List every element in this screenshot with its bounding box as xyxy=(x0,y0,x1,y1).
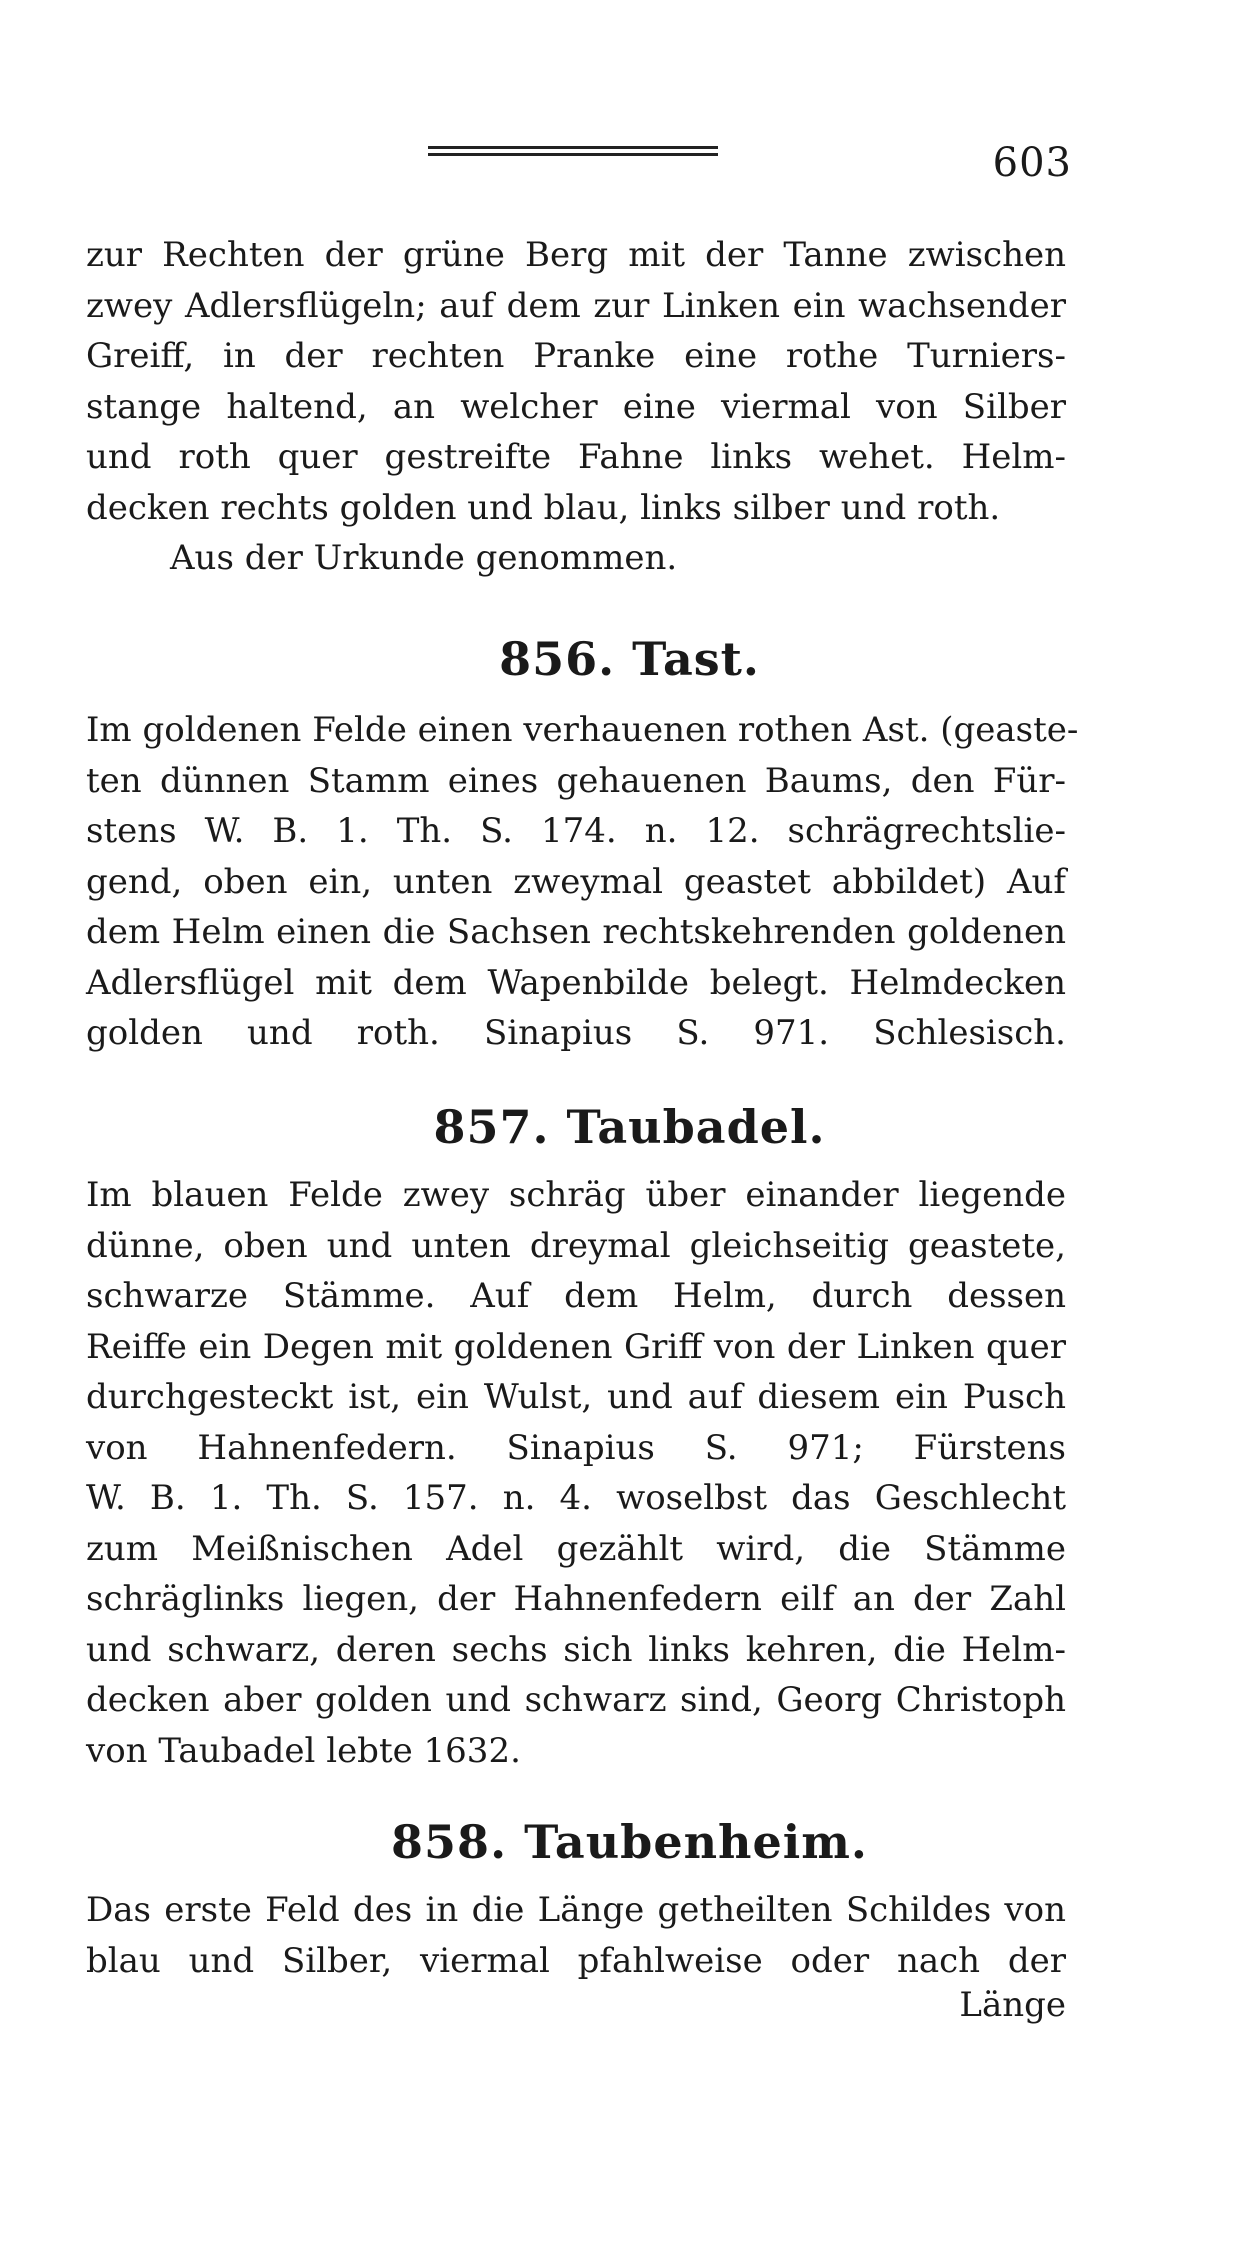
ornament-rule xyxy=(428,146,718,149)
text-line: ten dünnen Stamm eines gehauenen Baums, den Für- xyxy=(86,760,1066,801)
text-line: Reiffe ein Degen mit goldenen Griff von der Linken quer xyxy=(86,1326,1066,1367)
entry-heading: 858. Taubenheim. xyxy=(391,1815,868,1869)
text-line: dünne, oben und unten dreymal gleichseitig geastete, xyxy=(86,1225,1066,1266)
header-ornament xyxy=(428,146,718,168)
text-line: stange haltend, an welcher eine viermal von Silber xyxy=(86,386,1066,427)
ornament-rule xyxy=(428,153,718,156)
text-line: Im blauen Felde zwey schräg über einander liegende xyxy=(86,1175,1066,1215)
entry-heading: 857. Taubadel. xyxy=(433,1100,826,1154)
text-line: decken aber golden und schwarz sind, Georg Christoph xyxy=(86,1680,1066,1720)
text-line: und roth quer gestreifte Fahne links wehet. Helm- xyxy=(86,437,1066,477)
entry-paragraph xyxy=(86,1885,1066,1986)
text-line: stens W. B. 1. Th. S. 174. n. 12. schrägrechtslie- xyxy=(86,811,1066,851)
text-line: durchgesteckt ist, ein Wulst, und auf diesem ein Pusch xyxy=(86,1377,1066,1417)
text-line: Im goldenen Felde einen verhauenen rothen Ast. (geaste- xyxy=(86,710,1079,750)
text-line: zur Rechten der grüne Berg mit der Tanne zwischen xyxy=(86,235,1066,275)
text-line: gend, oben ein, unten zweymal geastet abbildet) Auf xyxy=(86,861,1066,902)
text-line: W. B. 1. Th. S. 157. n. 4. woselbst das Geschlecht xyxy=(86,1478,1066,1518)
text-line: decken rechts golden und blau, links silber und roth. xyxy=(86,487,1001,528)
text-line: von Hahnenfedern. Sinapius S. 971; Fürstens xyxy=(86,1427,1066,1468)
text-line: blau und Silber, viermal pfahlweise oder nach der xyxy=(86,1940,1066,1981)
catchword: Länge xyxy=(959,1985,1066,2025)
page-number: 603 xyxy=(992,140,1072,186)
text-line: golden und roth. Sinapius S. 971. Schlesisch. xyxy=(86,1013,1066,1053)
text-line: zum Meißnischen Adel gezählt wird, die Stämme xyxy=(86,1528,1066,1569)
text-line: schwarze Stämme. Auf dem Helm, durch dessen xyxy=(86,1276,1066,1316)
text-line: zwey Adlersflügeln; auf dem zur Linken ein wachsender xyxy=(86,285,1066,326)
text-line: Das erste Feld des in die Länge getheilten Schildes von xyxy=(86,1890,1066,1930)
text-line: und schwarz, deren sechs sich links kehren, die Helm- xyxy=(86,1629,1066,1670)
source-note: Aus der Urkunde genommen. xyxy=(170,538,678,578)
text-line: von Taubadel lebte 1632. xyxy=(86,1730,521,1771)
text-line: dem Helm einen die Sachsen rechtskehrenden goldenen xyxy=(86,912,1066,952)
text-line: Adlersflügel mit dem Wapenbilde belegt. Helmdecken xyxy=(86,962,1066,1003)
text-line: Greiff, in der rechten Pranke eine rothe Turniers- xyxy=(86,336,1066,376)
intro-paragraph xyxy=(86,230,1066,584)
entry-paragraph xyxy=(86,1170,1066,1776)
text-line: schräglinks liegen, der Hahnenfedern eilf an der Zahl xyxy=(86,1579,1066,1619)
entry-paragraph xyxy=(86,705,1079,1059)
entry-heading: 856. Tast. xyxy=(499,632,760,686)
